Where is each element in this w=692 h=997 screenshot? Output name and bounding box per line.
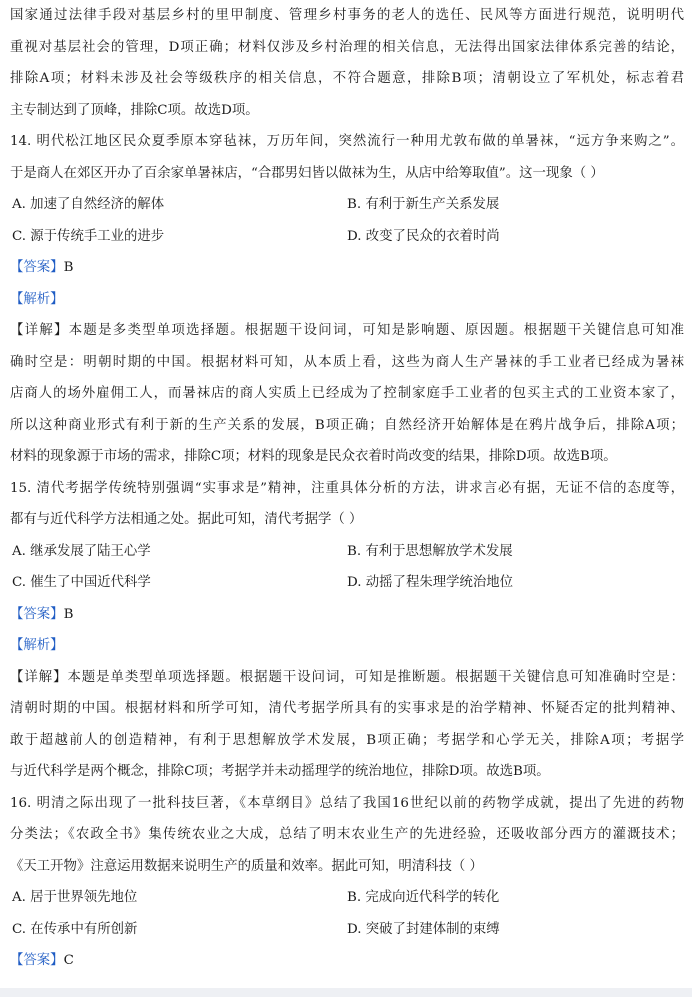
answer-label: 【答案】: [10, 953, 64, 968]
text-line: 主专制达到了顶峰，排除C项。故选D项。: [10, 102, 259, 118]
analysis-label: 【解析】: [10, 638, 64, 653]
text-line: 排除A项；材料未涉及社会等级秩序的相关信息，不符合题意，排除B项；清朝设立了军机处，标志着君: [10, 71, 684, 86]
question-16: [10, 788, 684, 977]
detail-line: 店商人的场外雇佣工人，而暑袜店的商人实质上已经成为了控制家庭手工业者的包买主式的工业资本家了，: [10, 386, 684, 401]
answer-line: [10, 945, 684, 977]
option-a: A. 居于世界领先地位: [12, 890, 138, 905]
question-stem-line: 16. 明清之际出现了一批科技巨著，《本草纲目》总结了我国16世纪以前的药物学成就，提出了先进的药物: [10, 795, 684, 811]
text-line: 国家通过法律手段对基层乡村的里甲制度、管理乡村事务的老人的选任、民风等方面进行规范，说明明代: [10, 8, 684, 23]
detail-line: 材料的现象源于市场的需求，排除C项；材料的现象是民众衣着时尚改变的结果，排除D项。故选B项。: [10, 449, 617, 464]
option-row: [10, 189, 684, 221]
answer-value: B: [63, 606, 74, 622]
option-a: A. 继承发展了陆王心学: [12, 543, 151, 559]
option-c: C. 源于传统手工业的进步: [12, 228, 165, 244]
question-stem-line: 15. 清代考据学传统特别强调“实事求是”精神，注重具体分析的方法，讲求言必有据，无证不信的态度等，: [10, 480, 684, 496]
option-row: [10, 882, 684, 914]
option-row: [10, 914, 684, 946]
answer-value: C: [63, 953, 74, 968]
answer-line: [10, 599, 684, 631]
answer-value: B: [63, 260, 74, 275]
question-15: [10, 473, 684, 788]
detail-paragraph: [10, 315, 684, 473]
question-stem-line: 都有与近代科学方法相通之处。据此可知，清代考据学（ ）: [10, 512, 363, 527]
option-d: D. 改变了民众的衣着时尚: [347, 228, 500, 244]
option-row: [10, 567, 684, 599]
option-d: D. 突破了封建体制的束缚: [347, 921, 500, 937]
text-line: 重视对基层社会的管理，D项正确；材料仅涉及乡村治理的相关信息，无法得出国家法律体系完善的结论，: [10, 39, 684, 55]
intro-paragraph: [10, 0, 684, 126]
answer-label: 【答案】: [10, 260, 64, 275]
question-stem-line: 分类法；《农政全书》集传统农业之大成，总结了明末农业生产的先进经验，还吸收部分西方的灌溉技术；: [10, 827, 684, 842]
detail-paragraph: [10, 662, 684, 788]
answer-line: [10, 252, 684, 284]
option-b: B. 完成向近代科学的转化: [347, 890, 500, 905]
question-stem-line: 于是商人在郊区开办了百余家单暑袜店，“合郡男妇皆以做袜为生，从店中给筹取值”。这一现象（ ）: [10, 165, 604, 181]
detail-line: 确时空是：明朝时期的中国。根据材料可知，从本质上看，这些为商人生产暑袜的手工业者已经成为暑袜: [10, 354, 684, 370]
detail-line: 【详解】本题是多类型单项选择题。根据题干设问词，可知是影响题、原因题。根据题干关键信息可知准: [10, 323, 684, 338]
option-row: [10, 536, 684, 568]
option-row: [10, 221, 684, 253]
option-c: C. 在传承中有所创新: [12, 921, 138, 937]
detail-line: 【详解】本题是单类型单项选择题。根据题干设问词，可知是推断题。根据题干关键信息可知准确时空是：: [10, 669, 684, 685]
question-14: [10, 126, 684, 473]
question-stem-line: 《天工开物》注意运用数据来说明生产的质量和效率。据此可知，明清科技（ ）: [10, 858, 483, 874]
detail-line: 所以这种商业形式有利于新的生产关系的发展，B项正确；自然经济开始解体是在鸦片战争后，排除A项；: [10, 417, 684, 433]
option-c: C. 催生了中国近代科学: [12, 575, 151, 590]
option-d: D. 动摇了程朱理学统治地位: [347, 575, 514, 590]
option-b: B. 有利于思想解放学术发展: [347, 543, 513, 559]
option-a: A. 加速了自然经济的解体: [12, 197, 165, 212]
detail-line: 清朝时期的中国。根据材料和所学可知，清代考据学所具有的实事求是的治学精神、怀疑否定的批判精神、: [10, 701, 684, 716]
answer-label: 【答案】: [10, 606, 64, 622]
option-b: B. 有利于新生产关系发展: [347, 197, 500, 212]
detail-line: 敢于超越前人的创造精神，有利于思想解放学术发展，B项正确；考据学和心学无关，排除A项；考据学: [10, 732, 684, 748]
analysis-label: 【解析】: [10, 291, 64, 307]
question-stem-line: 14. 明代松江地区民众夏季原本穿毡袜，万历年间，突然流行一种用尤敦布做的单暑袜，“远方争来购之”。: [10, 134, 684, 149]
detail-line: 与近代科学是两个概念，排除C项；考据学并未动摇理学的统治地位，排除D项。故选B项。: [10, 764, 550, 779]
page-bottom-bar: [0, 988, 692, 997]
